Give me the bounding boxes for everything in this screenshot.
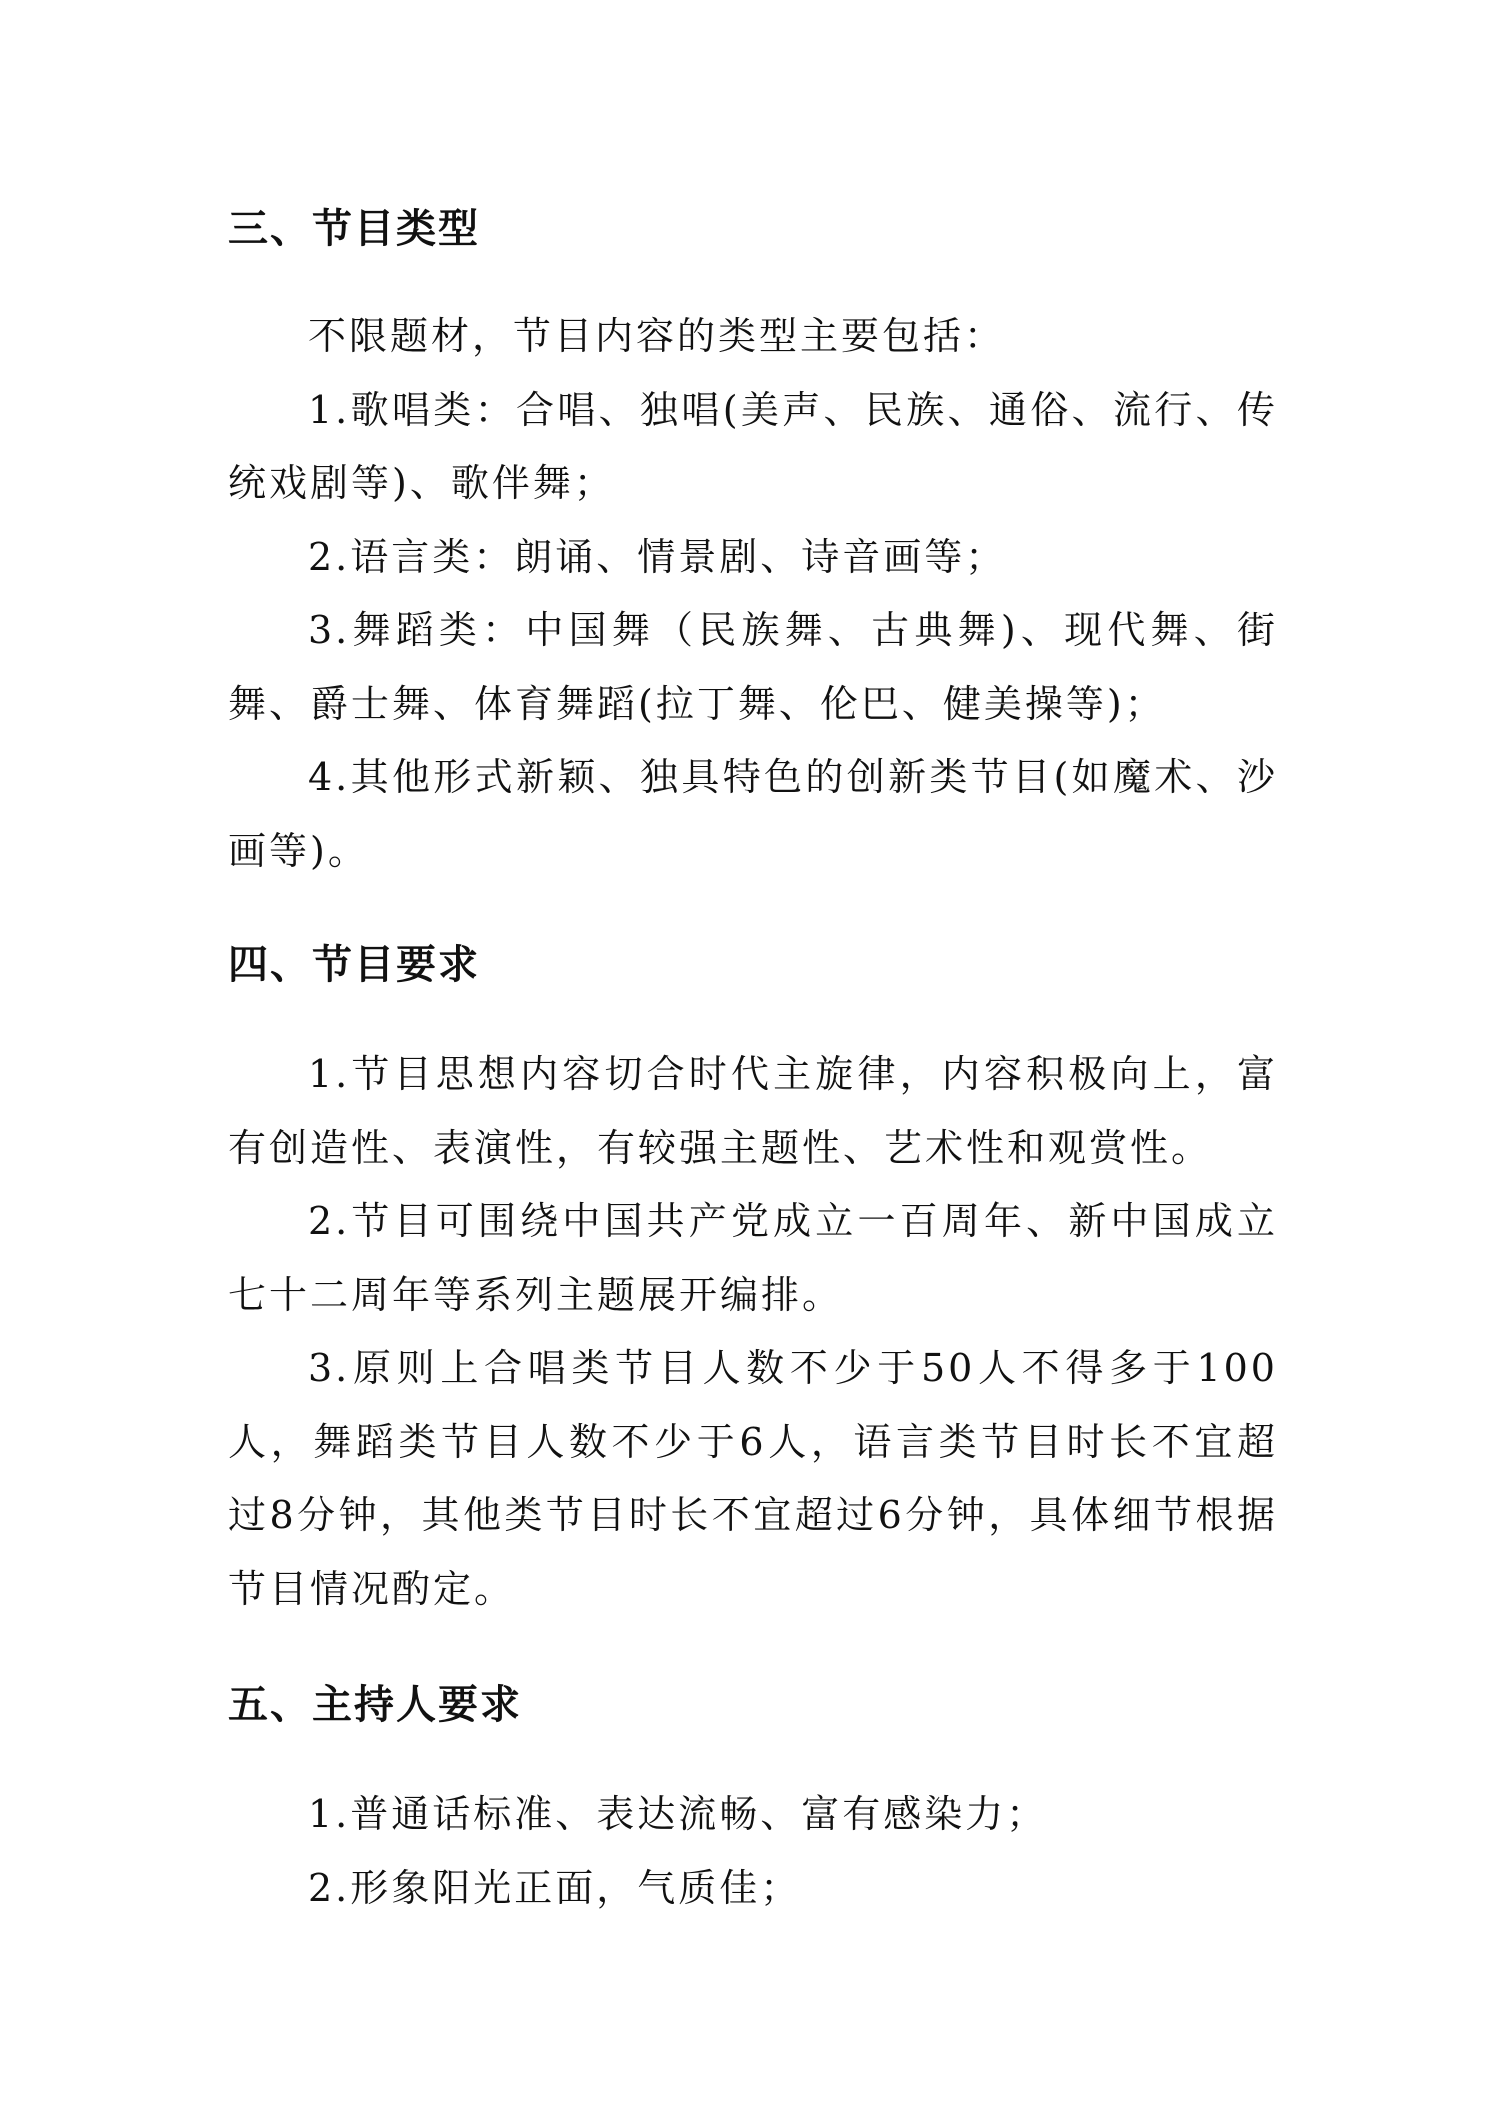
section-intro: 不限题材，节目内容的类型主要包括： [308, 314, 1006, 358]
list-item: 2.节目可围绕中国共产党成立一百周年、新中国成立七十二周年等系列主题展开编排。 [228, 1199, 1278, 1317]
list-item: 1.歌唱类：合唱、独唱(美声、民族、通俗、流行、传统戏剧等)、歌伴舞； [228, 387, 1278, 505]
section-heading-program-requirements: 四、节目要求 [228, 942, 480, 988]
section-heading-host-requirements: 五、主持人要求 [228, 1682, 522, 1728]
list-item: 2.形象阳光正面，气质佳； [308, 1865, 802, 1910]
list-item: 4.其他形式新颖、独具特色的创新类节目(如魔术、沙画等)。 [228, 755, 1278, 873]
section-heading-program-types: 三、节目类型 [228, 206, 480, 252]
list-item: 3.原则上合唱类节目人数不少于50人不得多于100人，舞蹈类节目人数不少于6人，语言类节目时长不宜超过8分钟，其他类节目时长不宜超过6分钟，具体细节根据节目情况酌定。 [228, 1346, 1278, 1611]
list-item: 3.舞蹈类：中国舞（民族舞、古典舞)、现代舞、街舞、爵士舞、体育舞蹈(拉丁舞、伦巴、健美操等)； [228, 608, 1278, 726]
list-item: 1.普通话标准、表达流畅、富有感染力； [308, 1792, 1048, 1836]
list-item: 1.节目思想内容切合时代主旋律，内容积极向上，富有创造性、表演性，有较强主题性、艺术性和观赏性。 [228, 1052, 1278, 1170]
list-item: 2.语言类：朗诵、情景剧、诗音画等； [308, 534, 1007, 579]
document-body [228, 192, 1278, 1925]
